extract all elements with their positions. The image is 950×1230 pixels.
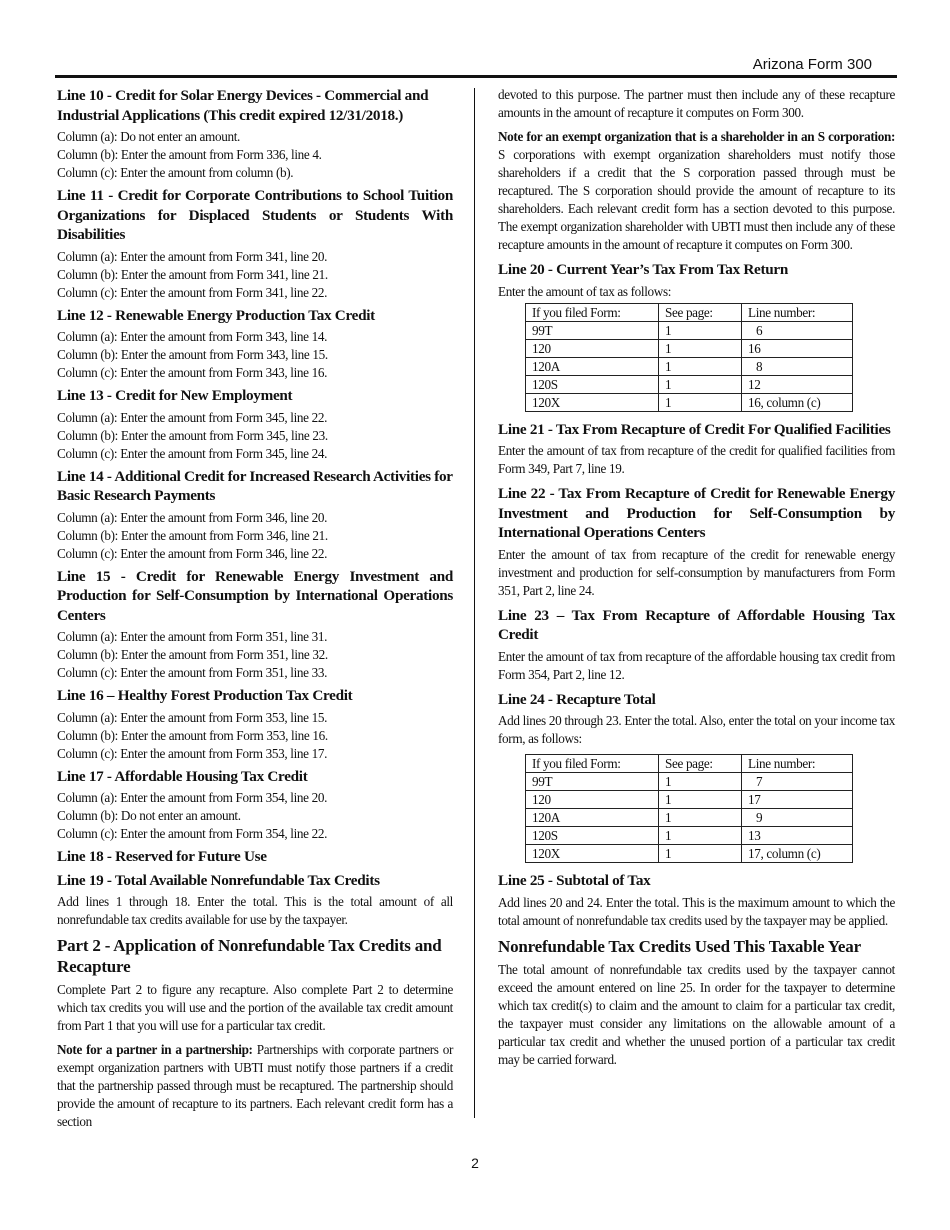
line-17-col-a: Column (a): Enter the amount from Form 354, line 20. xyxy=(57,790,328,805)
line-15-col-a: Column (a): Enter the amount from Form 351, line 31. xyxy=(57,629,328,644)
table-row xyxy=(526,339,853,357)
table-header-cell: See page: xyxy=(659,755,742,773)
table-cell: 1 xyxy=(659,809,742,827)
line-13-col-c: Column (c): Enter the amount from Form 345, line 24. xyxy=(57,445,328,461)
table-cell: 16, column (c) xyxy=(742,393,853,411)
table-cell: 16 xyxy=(742,339,853,357)
table-cell: 12 xyxy=(742,375,853,393)
line-15-heading: Line 15 - Credit for Renewable Energy Investment and Production for Self-Consumption by International Operations Centers xyxy=(57,567,453,624)
line-12-heading: Line 12 - Renewable Energy Production Tax Credit xyxy=(57,306,375,324)
left-column xyxy=(57,86,453,1137)
partner-note-label: Note for a partner in a partnership: xyxy=(57,1042,253,1057)
credits-used-heading: Nonrefundable Tax Credits Used This Taxable Year xyxy=(498,936,861,956)
line-15-col-c: Column (c): Enter the amount from Form 351, line 33. xyxy=(57,665,328,680)
table-row xyxy=(526,393,853,411)
line-20-heading: Line 20 - Current Year’s Tax From Tax Return xyxy=(498,261,788,278)
table-cell: 1 xyxy=(659,357,742,375)
line-24-section xyxy=(498,690,895,864)
line-14-col-c: Column (c): Enter the amount from Form 346, line 22. xyxy=(57,545,328,561)
line-22-section xyxy=(498,484,895,600)
line-12-section xyxy=(57,306,453,383)
line-20-text: Enter the amount of tax as follows: xyxy=(498,283,672,299)
page-number: 2 xyxy=(471,1155,479,1171)
line-23-section xyxy=(498,606,895,684)
right-column xyxy=(498,86,895,1075)
exempt-org-note xyxy=(498,128,895,254)
line-23-heading: Line 23 – Tax From Recapture of Affordable Housing Tax Credit xyxy=(498,606,895,643)
line-13-heading: Line 13 - Credit for New Employment xyxy=(57,387,293,404)
line-10-col-b: Column (b): Enter the amount from Form 336, line 4. xyxy=(57,147,322,162)
line-17-col-b: Column (b): Do not enter an amount. xyxy=(57,808,241,823)
table-cell: 120 xyxy=(526,339,659,357)
form-identifier: Arizona Form 300 xyxy=(752,56,872,73)
line-11-col-a: Column (a): Enter the amount from Form 341, line 20. xyxy=(57,248,328,264)
table-row xyxy=(526,357,853,375)
partner-note-continued: devoted to this purpose. The partner must then include any of these recapture amounts in the amount of recapture it computes on Form 300. xyxy=(498,87,895,120)
line-16-col-a: Column (a): Enter the amount from Form 353, line 15. xyxy=(57,709,328,725)
line-21-heading: Line 21 - Tax From Recapture of Credit For Qualified Facilities xyxy=(498,420,891,438)
line-16-col-b: Column (b): Enter the amount from Form 353, line 16. xyxy=(57,727,328,743)
line-24-table xyxy=(525,754,853,863)
part-2-section xyxy=(57,935,453,1131)
part-2-text: Complete Part 2 to figure any recapture. Also complete Part 2 to determine which tax credits you will use and the portion of the available tax credit amount from Part 1 that you will use for a particular tax credit. xyxy=(57,982,453,1033)
line-15-col-b: Column (b): Enter the amount from Form 351, line 32. xyxy=(57,647,328,662)
partner-note-text: Partnerships with corporate partners or exempt organization partners with UBTI must notify those partners if a credit that the partnership passed through must be recaptured. The partnership should provide the amount of recapture to its partners. Each relevant credit form has a section xyxy=(57,1042,454,1129)
table-cell: 17, column (c) xyxy=(742,845,853,863)
line-14-section xyxy=(57,467,453,563)
line-11-section xyxy=(57,186,453,302)
table-header-cell: Line number: xyxy=(742,303,853,321)
line-14-heading: Line 14 - Additional Credit for Increased Research Activities for Basic Research Payments xyxy=(57,467,453,504)
line-10-col-c: Column (c): Enter the amount from column (b). xyxy=(57,165,294,180)
table-cell: 120A xyxy=(526,809,659,827)
table-cell: 1 xyxy=(659,773,742,791)
line-14-col-a: Column (a): Enter the amount from Form 346, line 20. xyxy=(57,509,328,525)
table-cell: 1 xyxy=(659,321,742,339)
line-11-col-b: Column (b): Enter the amount from Form 341, line 21. xyxy=(57,266,328,282)
line-12-col-c: Column (c): Enter the amount from Form 343, line 16. xyxy=(57,365,328,380)
table-header-cell: Line number: xyxy=(742,755,853,773)
line-21-section xyxy=(498,420,895,479)
table-cell: 7 xyxy=(742,773,853,791)
table-cell: 8 xyxy=(742,357,853,375)
table-row xyxy=(526,827,853,845)
line-25-heading: Line 25 - Subtotal of Tax xyxy=(498,872,651,889)
table-cell: 1 xyxy=(659,339,742,357)
line-19-heading: Line 19 - Total Available Nonrefundable Tax Credits xyxy=(57,871,380,889)
line-23-text: Enter the amount of tax from recapture of the affordable housing tax credit from Form 354, Part 2, line 12. xyxy=(498,648,895,682)
part-2-heading: Part 2 - Application of Nonrefundable Tax Credits and Recapture xyxy=(57,936,442,976)
credits-used-text: The total amount of nonrefundable tax credits used by the taxpayer cannot exceed the amount entered on line 25. In order for the taxpayer to determine which tax credit(s) to claim and the amount to claim for a particular tax credit, the taxpayer must consider any limitations on the allowable amount of a particular tax credit and whether the unused portion of a particular tax credit may be carried forward. xyxy=(498,961,895,1067)
column-divider xyxy=(474,88,475,1118)
table-row xyxy=(526,773,853,791)
credits-used-section xyxy=(498,936,895,1069)
line-13-col-a: Column (a): Enter the amount from Form 345, line 22. xyxy=(57,409,328,425)
table-row xyxy=(526,845,853,863)
line-13-col-b: Column (b): Enter the amount from Form 345, line 23. xyxy=(57,427,328,443)
table-cell: 17 xyxy=(742,791,853,809)
line-24-heading: Line 24 - Recapture Total xyxy=(498,690,656,708)
line-18-heading: Line 18 - Reserved for Future Use xyxy=(57,848,267,865)
table-row xyxy=(526,791,853,809)
line-19-section xyxy=(57,871,453,930)
line-22-heading: Line 22 - Tax From Recapture of Credit for Renewable Energy Investment and Production for Self-Consumption by International Operations Centers xyxy=(498,485,895,541)
table-cell: 1 xyxy=(659,827,742,845)
exempt-org-note-text: S corporations with exempt organization shareholders must notify those shareholders if a credit that the S corporation passed through must be recaptured. The S corporation should provide the amount of recapture to its shareholders. Each relevant credit form has a section devoted to this purpose. The exempt organization shareholder with UBTI must then include any of these recapture amounts in the amount of recapture it computes on Form 300. xyxy=(498,147,895,252)
line-12-col-b: Column (b): Enter the amount from Form 343, line 15. xyxy=(57,347,328,362)
line-10-heading: Line 10 - Credit for Solar Energy Devices - Commercial and Industrial Applications (This credit expired 12/31/2018.) xyxy=(57,87,429,124)
line-17-col-c: Column (c): Enter the amount from Form 354, line 22. xyxy=(57,826,328,841)
line-10-col-a: Column (a): Do not enter an amount. xyxy=(57,129,240,144)
table-row xyxy=(526,809,853,827)
table-header-cell: If you filed Form: xyxy=(526,755,659,773)
line-25-text: Add lines 20 and 24. Enter the total. This is the maximum amount to which the total amount of nonrefundable tax credits used by the taxpayer may be applied. xyxy=(498,894,895,928)
line-21-text: Enter the amount of tax from recapture of the credit for qualified facilities from Form 349, Part 7, line 19. xyxy=(498,443,895,476)
line-18-section xyxy=(57,847,453,867)
table-cell: 120A xyxy=(526,357,659,375)
table-header-cell: If you filed Form: xyxy=(526,303,659,321)
line-20-table xyxy=(525,303,853,412)
exempt-org-note-label: Note for an exempt organization that is a shareholder in an S corporation: xyxy=(498,129,895,144)
line-16-col-c: Column (c): Enter the amount from Form 353, line 17. xyxy=(57,745,328,761)
line-16-section xyxy=(57,686,453,763)
partner-note xyxy=(57,1041,453,1131)
line-19-text: Add lines 1 through 18. Enter the total. This is the total amount of all nonrefundable tax credits available for use by the taxpayer. xyxy=(57,894,453,927)
table-cell: 13 xyxy=(742,827,853,845)
line-16-heading: Line 16 – Healthy Forest Production Tax Credit xyxy=(57,687,353,704)
table-header-row xyxy=(526,755,853,773)
line-15-section xyxy=(57,567,453,683)
table-cell: 120X xyxy=(526,393,659,411)
line-17-section xyxy=(57,767,453,844)
table-cell: 1 xyxy=(659,845,742,863)
table-cell: 120S xyxy=(526,375,659,393)
table-cell: 120X xyxy=(526,845,659,863)
table-cell: 1 xyxy=(659,375,742,393)
line-20-section xyxy=(498,260,895,412)
line-25-section xyxy=(498,871,895,930)
table-row xyxy=(526,321,853,339)
line-12-col-a: Column (a): Enter the amount from Form 343, line 14. xyxy=(57,329,328,344)
line-10-section xyxy=(57,86,453,182)
table-cell: 99T xyxy=(526,773,659,791)
table-cell: 6 xyxy=(742,321,853,339)
table-row xyxy=(526,375,853,393)
table-cell: 99T xyxy=(526,321,659,339)
line-24-text: Add lines 20 through 23. Enter the total. Also, enter the total on your income tax form, as follows: xyxy=(498,713,895,746)
line-14-col-b: Column (b): Enter the amount from Form 346, line 21. xyxy=(57,527,328,543)
table-header-row xyxy=(526,303,853,321)
line-22-text: Enter the amount of tax from recapture of the credit for renewable energy investment and production for self-consumption by manufacturers from Form 351, Part 2, line 24. xyxy=(498,546,895,598)
line-11-col-c: Column (c): Enter the amount from Form 341, line 22. xyxy=(57,284,328,300)
table-cell: 1 xyxy=(659,393,742,411)
line-17-heading: Line 17 - Affordable Housing Tax Credit xyxy=(57,767,308,785)
table-cell: 120 xyxy=(526,791,659,809)
table-header-cell: See page: xyxy=(659,303,742,321)
line-11-heading: Line 11 - Credit for Corporate Contributions to School Tuition Organizations for Displaced Students or Students With Disabilities xyxy=(57,187,453,243)
table-cell: 1 xyxy=(659,791,742,809)
line-13-section xyxy=(57,386,453,463)
table-cell: 9 xyxy=(742,809,853,827)
header-rule xyxy=(55,75,897,78)
table-cell: 120S xyxy=(526,827,659,845)
